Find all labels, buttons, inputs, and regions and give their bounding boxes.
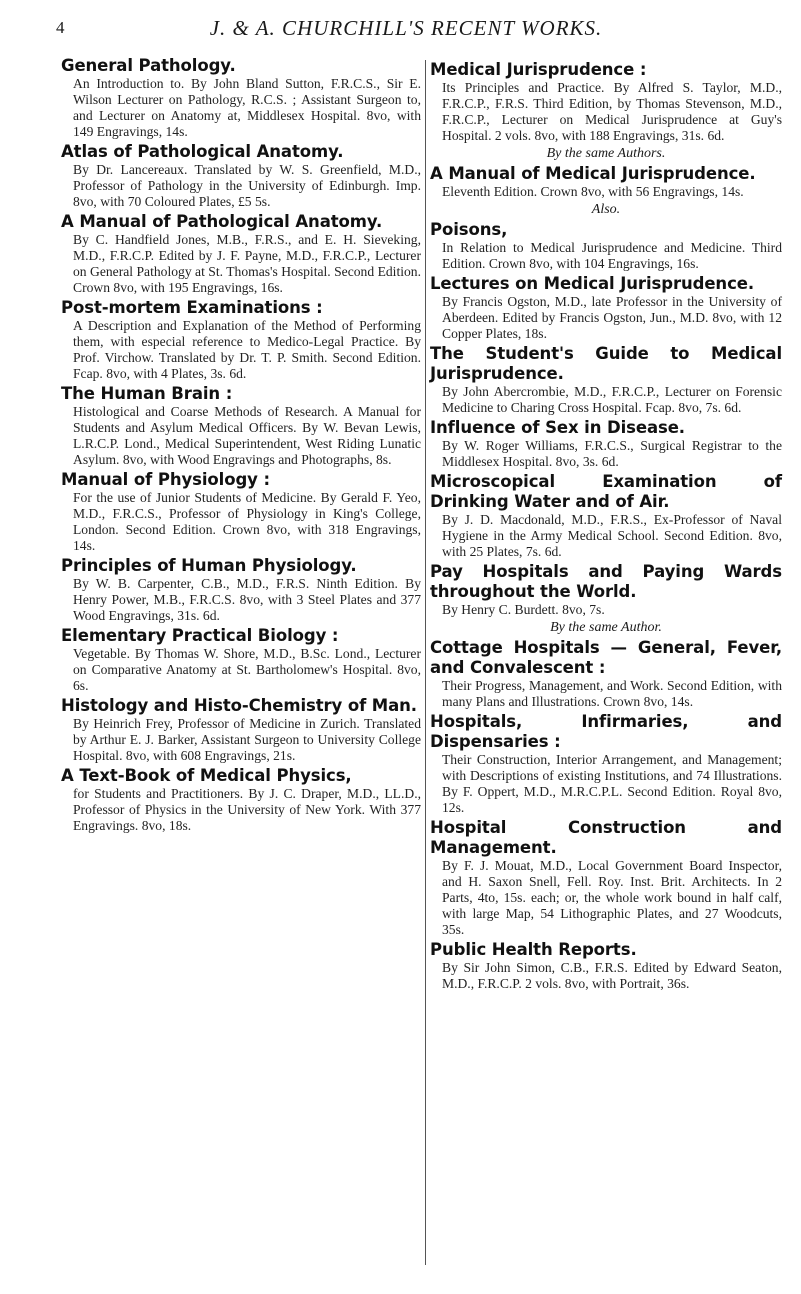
book-title: Cottage Hospitals — General, Fever, and Convalescent : [430,638,782,677]
book-description: By Francis Ogston, M.D., late Professor in the University of Aberdeen. Edited by Francis Ogston, Jun., M.D. 8vo, with 12 Copper Plates, 18s. [442,294,782,341]
book-description: By C. Handfield Jones, M.B., F.R.S., and E. H. Sieveking, M.D., F.R.C.P. Edited by J. F. Payne, M.D., F.R.C.P., Lecturer on General Pathology at St. Thomas's Hospital. Second Edition. Crown 8vo, with 195 Engravings, 16s. [73,232,421,295]
book-description: By W. B. Carpenter, C.B., M.D., F.R.S. Ninth Edition. By Henry Power, M.B., F.R.C.S. 8vo, with 3 Steel Plates and 377 Wood Engravings, 31s. 6d. [73,576,421,623]
book-title: Hospitals, Infirmaries, and Dispensaries : [430,712,782,751]
book-description: An Introduction to. By John Bland Sutton, F.R.C.S., Sir E. Wilson Lecturer on Pathology, R.C.S. ; Assistant Surgeon to, and Lecturer on Anatomy at, Middlesex Hospital. 8vo, with 149 Engravings, 14s. [73,76,421,139]
left-column [61,56,421,836]
book-description: For the use of Junior Students of Medicine. By Gerald F. Yeo, M.D., F.R.C.S., Professor of Physiology in King's College, London. Second Edition. Crown 8vo, with 318 Engravings, 14s. [73,490,421,553]
book-title: Elementary Practical Biology : [61,626,339,645]
book-entry [61,470,421,554]
book-entry [430,344,782,416]
right-column-inner [430,60,782,992]
book-entry [61,766,421,834]
book-title: Influence of Sex in Disease. [430,418,685,437]
book-entry [430,220,782,272]
book-entry [61,384,421,468]
book-description: Their Construction, Interior Arrangement, and Management; with Descriptions of existing Institutions, and 74 Illustrations. By F. Oppert, M.D., M.R.C.P.L. Second Edition. Royal 8vo, 12s. [442,752,782,815]
book-title: Principles of Human Physiology. [61,556,357,575]
book-entry [430,60,782,144]
book-description: Vegetable. By Thomas W. Shore, M.D., B.Sc. Lond., Lecturer on Comparative Anatomy at St. Bartholomew's Hospital. 8vo, 6s. [73,646,421,693]
page-header [56,10,756,50]
book-entry [430,638,782,710]
book-title: A Manual of Pathological Anatomy. [61,212,383,231]
book-title: Post-mortem Examinations : [61,298,323,317]
book-title: Atlas of Pathological Anatomy. [61,142,344,161]
book-description: A Description and Explanation of the Method of Performing them, with especial reference to Medico-Legal Practice. By Prof. Virchow. Translated by Dr. T. P. Smith. Second Edition. Fcap. 8vo, with 4 Plates, 3s. 6d. [73,318,421,381]
book-entry [61,696,421,764]
book-entry [430,562,782,618]
book-entry [61,298,421,382]
book-description: By J. D. Macdonald, M.D., F.R.S., Ex-Professor of Naval Hygiene in the Army Medical School. Second Edition. 8vo, with 25 Plates, 7s. 6d. [442,512,782,559]
book-entry [430,164,782,200]
book-title: Poisons, [430,220,508,239]
book-title: Microscopical Examination of Drinking Water and of Air. [430,472,782,511]
book-description: By Heinrich Frey, Professor of Medicine in Zurich. Translated by Arthur E. J. Barker, Assistant Surgeon to University College Hospital. 8vo, with 608 Engravings, 21s. [73,716,421,763]
book-title: Medical Jurisprudence : [430,60,647,79]
book-title: A Manual of Medical Jurisprudence. [430,164,756,183]
book-entry [430,274,782,342]
right-column [425,60,786,1265]
book-title: Histology and Histo-Chemistry of Man. [61,696,417,715]
book-title: General Pathology. [61,56,236,75]
book-description: Its Principles and Practice. By Alfred S. Taylor, M.D., F.R.C.P., F.R.S. Third Edition, by Thomas Stevenson, M.D., F.R.C.P., Lecturer on Medical Jurisprudence at Guy's Hospital. 2 vols. 8vo, with 188 Engravings, 31s. 6d. [442,80,782,143]
entry-note: Also. [591,202,621,217]
book-description: By John Abercrombie, M.D., F.R.C.P., Lecturer on Forensic Medicine to Charing Cross Hospital. Fcap. 8vo, 7s. 6d. [442,384,782,415]
book-title: Hospital Construction and Management. [430,818,782,857]
book-title: Lectures on Medical Jurisprudence. [430,274,755,293]
book-entry [430,418,782,470]
book-entry [61,142,421,210]
book-title: Manual of Physiology : [61,470,270,489]
book-description: By Henry C. Burdett. 8vo, 7s. [442,602,605,617]
book-description: By Sir John Simon, C.B., F.R.S. Edited by Edward Seaton, M.D., F.R.C.P. 2 vols. 8vo, with Portrait, 36s. [442,960,782,991]
page-number: 4 [56,18,65,37]
book-title: Pay Hospitals and Paying Wards throughout the World. [430,562,782,601]
book-description: By W. Roger Williams, F.R.C.S., Surgical Registrar to the Middlesex Hospital. 8vo, 3s. 6d. [442,438,782,469]
book-entry [61,56,421,140]
book-description: By F. J. Mouat, M.D., Local Government Board Inspector, and H. Saxon Snell, Fell. Roy. Inst. Brit. Architects. In 2 Parts, 4to, 15s. each; or, the whole work bound in half calf, with large Map, 54 Lithographic Plates, and 27 Woodcuts, 35s. [442,858,782,937]
book-description: Histological and Coarse Methods of Research. A Manual for Students and Asylum Medical Officers. By W. Bevan Lewis, L.R.C.P. Lond., Medical Superintendent, West Riding Lunatic Asylum. 8vo, with Wood Engravings and Photographs, 8s. [73,404,421,467]
entry-note: By the same Author. [550,620,662,635]
book-description: Their Progress, Management, and Work. Second Edition, with many Plans and Illustrations. Crown 8vo, 14s. [442,678,782,709]
book-description: for Students and Practitioners. By J. C. Draper, M.D., LL.D., Professor of Physics in the University of New York. With 377 Engravings. 8vo, 18s. [73,786,421,833]
book-description: In Relation to Medical Jurisprudence and Medicine. Third Edition. Crown 8vo, with 104 Engravings, 16s. [442,240,782,271]
book-title: The Student's Guide to Medical Jurisprudence. [430,344,782,383]
book-title: A Text-Book of Medical Physics, [61,766,352,785]
running-title: J. & A. CHURCHILL'S RECENT WORKS. [209,16,603,40]
book-description: By Dr. Lancereaux. Translated by W. S. Greenfield, M.D., Professor of Pathology in the University of Edinburgh. Imp. 8vo, with 70 Coloured Plates, £5 5s. [73,162,421,209]
book-entry [61,626,421,694]
book-entry [430,940,782,992]
book-entry [430,712,782,816]
entry-note: By the same Authors. [546,146,666,161]
book-title: Public Health Reports. [430,940,637,959]
book-description: Eleventh Edition. Crown 8vo, with 56 Engravings, 14s. [442,184,744,199]
book-entry [430,472,782,560]
book-entry [61,556,421,624]
book-entry [430,818,782,938]
book-title: The Human Brain : [61,384,233,403]
book-entry [61,212,421,296]
